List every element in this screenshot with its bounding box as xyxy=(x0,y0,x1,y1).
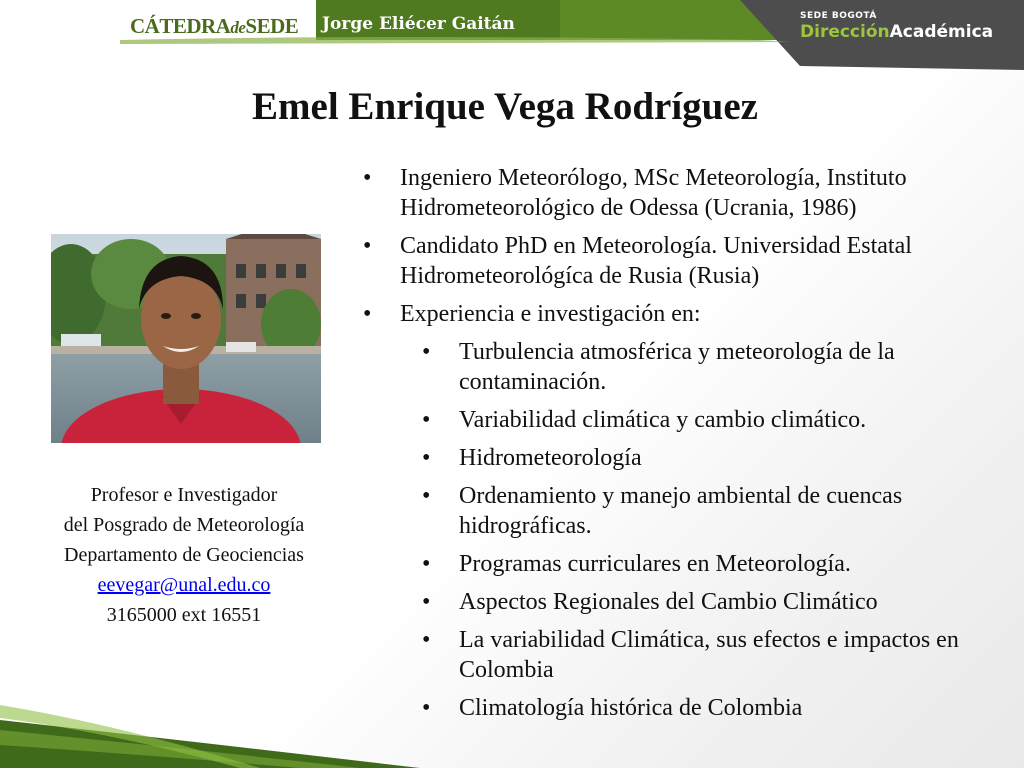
bullet-text: Climatología histórica de Colombia xyxy=(459,695,803,721)
bullet-dot: • xyxy=(422,339,431,365)
email-link[interactable]: eevegar@unal.edu.co xyxy=(97,574,271,596)
bullet-dot: • xyxy=(422,407,431,433)
bullet-text: La variabilidad Climática, sus efectos e impactos en Colombia xyxy=(459,627,959,683)
list-item xyxy=(360,231,1010,291)
sub-list-item xyxy=(360,549,1010,579)
caption-role: Profesor e Investigador xyxy=(90,484,278,506)
caption-department: Departamento de Geociencias xyxy=(64,544,304,566)
bullet-text: Turbulencia atmosférica y meteorología de la contaminación. xyxy=(459,339,895,395)
list-item xyxy=(360,299,1010,329)
brand-sede: SEDE xyxy=(245,14,299,38)
bullet-text: Programas curriculares en Meteorología. xyxy=(459,551,851,577)
sub-list-item xyxy=(360,587,1010,617)
direccion-part1: Dirección xyxy=(800,22,890,42)
sub-list-item xyxy=(360,693,1010,723)
sede-label: SEDE BOGOTÁ xyxy=(800,11,877,21)
caption-phone: 3165000 ext 16551 xyxy=(106,604,262,626)
bullet-dot: • xyxy=(363,165,372,191)
bullet-text: Ingeniero Meteorólogo, MSc Meteorología, Instituto Hidrometeorológico de Odessa (Ucrania, 1986) xyxy=(400,165,907,221)
caption-program: del Posgrado de Meteorología xyxy=(63,514,305,536)
brand-name: Jorge Eliécer Gaitán xyxy=(322,14,515,34)
bullet-dot: • xyxy=(422,445,431,471)
page-title: Emel Enrique Vega Rodríguez xyxy=(252,85,758,128)
bullet-dot: • xyxy=(422,551,431,577)
profile-photo xyxy=(51,234,321,443)
bullet-text: Aspectos Regionales del Cambio Climático xyxy=(459,589,878,615)
sub-list-item xyxy=(360,625,1010,685)
sub-list-item xyxy=(360,481,1010,541)
bullet-text: Candidato PhD en Meteorología. Universidad Estatal Hidrometeorológíca de Rusia (Rusia) xyxy=(400,233,912,289)
direccion-academica-logo xyxy=(800,22,993,42)
sub-list-item xyxy=(360,337,1010,397)
bullet-text: Experiencia e investigación en: xyxy=(400,301,701,327)
brand-catedra: CÁTEDRA xyxy=(130,14,231,38)
bullet-text: Hidrometeorología xyxy=(459,445,642,471)
brand-de: de xyxy=(230,18,246,37)
sub-list-item xyxy=(360,443,1010,473)
sub-list-item xyxy=(360,405,1010,435)
bullet-dot: • xyxy=(422,695,431,721)
bullet-text: Ordenamiento y manejo ambiental de cuencas hidrográficas. xyxy=(459,483,903,539)
catedra-logo xyxy=(130,14,298,39)
bullet-dot: • xyxy=(422,589,431,615)
bullet-dot: • xyxy=(422,627,431,653)
decorative-leaf xyxy=(0,700,420,768)
bullet-dot: • xyxy=(363,233,372,259)
bullet-list xyxy=(360,163,1010,731)
list-item xyxy=(360,163,1010,223)
direccion-part2: Académica xyxy=(889,22,994,42)
bullet-dot: • xyxy=(422,483,431,509)
caption-block xyxy=(14,480,354,630)
bullet-dot: • xyxy=(363,301,372,327)
bullet-text: Variabilidad climática y cambio climático. xyxy=(459,407,867,433)
